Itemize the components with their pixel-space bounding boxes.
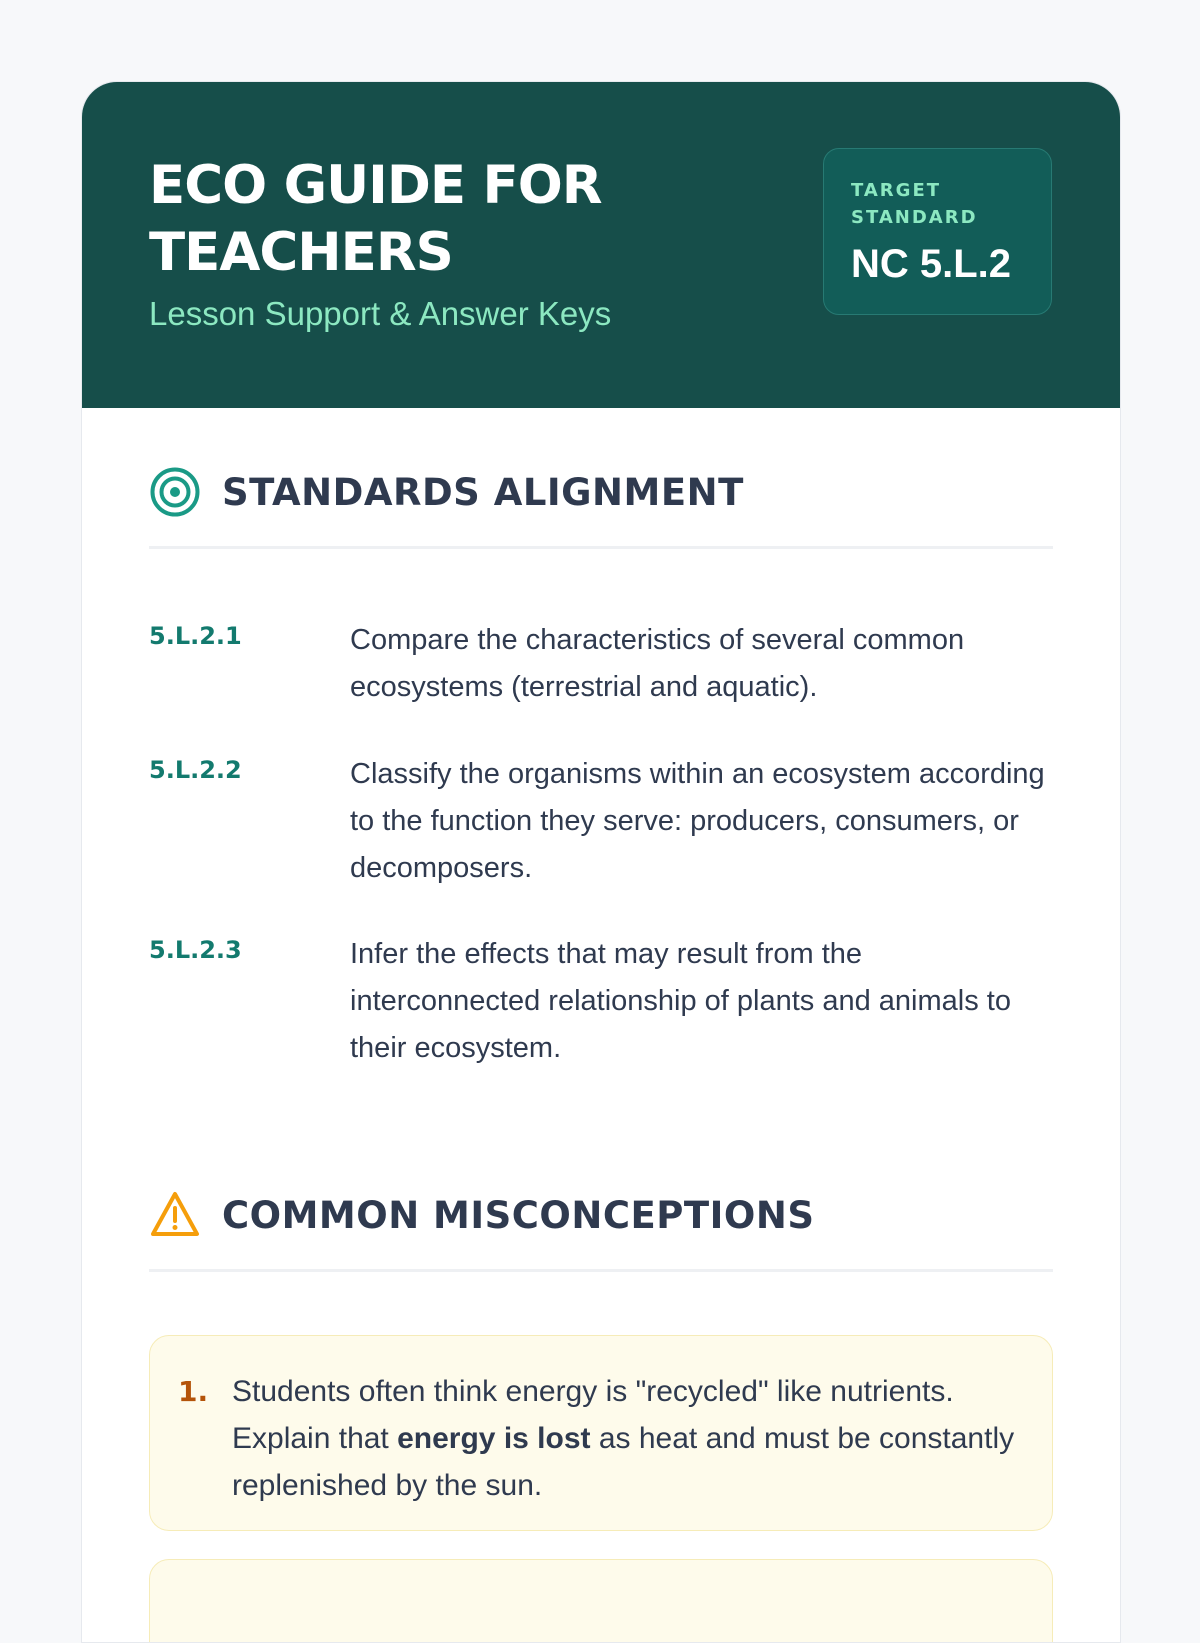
standard-code: 5.L.2.2 — [149, 756, 242, 784]
standard-code: 5.L.2.3 — [149, 936, 242, 964]
standard-code: 5.L.2.1 — [149, 622, 242, 650]
misconception-item — [149, 1335, 1053, 1531]
guide-subtitle: Lesson Support & Answer Keys — [149, 295, 612, 332]
standard-description: Compare the characteristics of several common ecosystems (terrestrial and aquatic). — [350, 624, 965, 703]
common-misconceptions-heading — [149, 1189, 1053, 1272]
misconception-emphasis: energy is lost — [397, 1422, 591, 1455]
standard-description: Classify the organisms within an ecosystem according to the function they serve: producers, consumers, or decomposers. — [350, 758, 1045, 884]
target-standard-code: NC 5.L.2 — [851, 242, 1012, 286]
common-misconceptions-title: COMMON MISCONCEPTIONS — [222, 1194, 815, 1237]
standard-description: Infer the effects that may result from the interconnected relationship of plants and animals to their ecosystem. — [350, 938, 1011, 1064]
target-standard-badge — [823, 148, 1052, 315]
standards-alignment-title: STANDARDS ALIGNMENT — [222, 471, 744, 514]
standards-alignment-heading — [149, 466, 1053, 549]
guide-title: ECO GUIDE FOR TEACHERS — [149, 155, 602, 283]
target-icon — [149, 466, 201, 518]
misconception-text: Students often think energy is "recycled" like nutrients. Explain that energy is lost as heat and must be constantly replenished by the sun. — [232, 1375, 1015, 1502]
target-standard-label: TARGET STANDARD — [851, 180, 978, 228]
teacher-guide-card — [81, 81, 1121, 1643]
warning-icon — [149, 1189, 201, 1241]
guide-header — [82, 82, 1120, 408]
misconception-item — [149, 1559, 1053, 1643]
misconception-number: 1. — [178, 1375, 209, 1408]
